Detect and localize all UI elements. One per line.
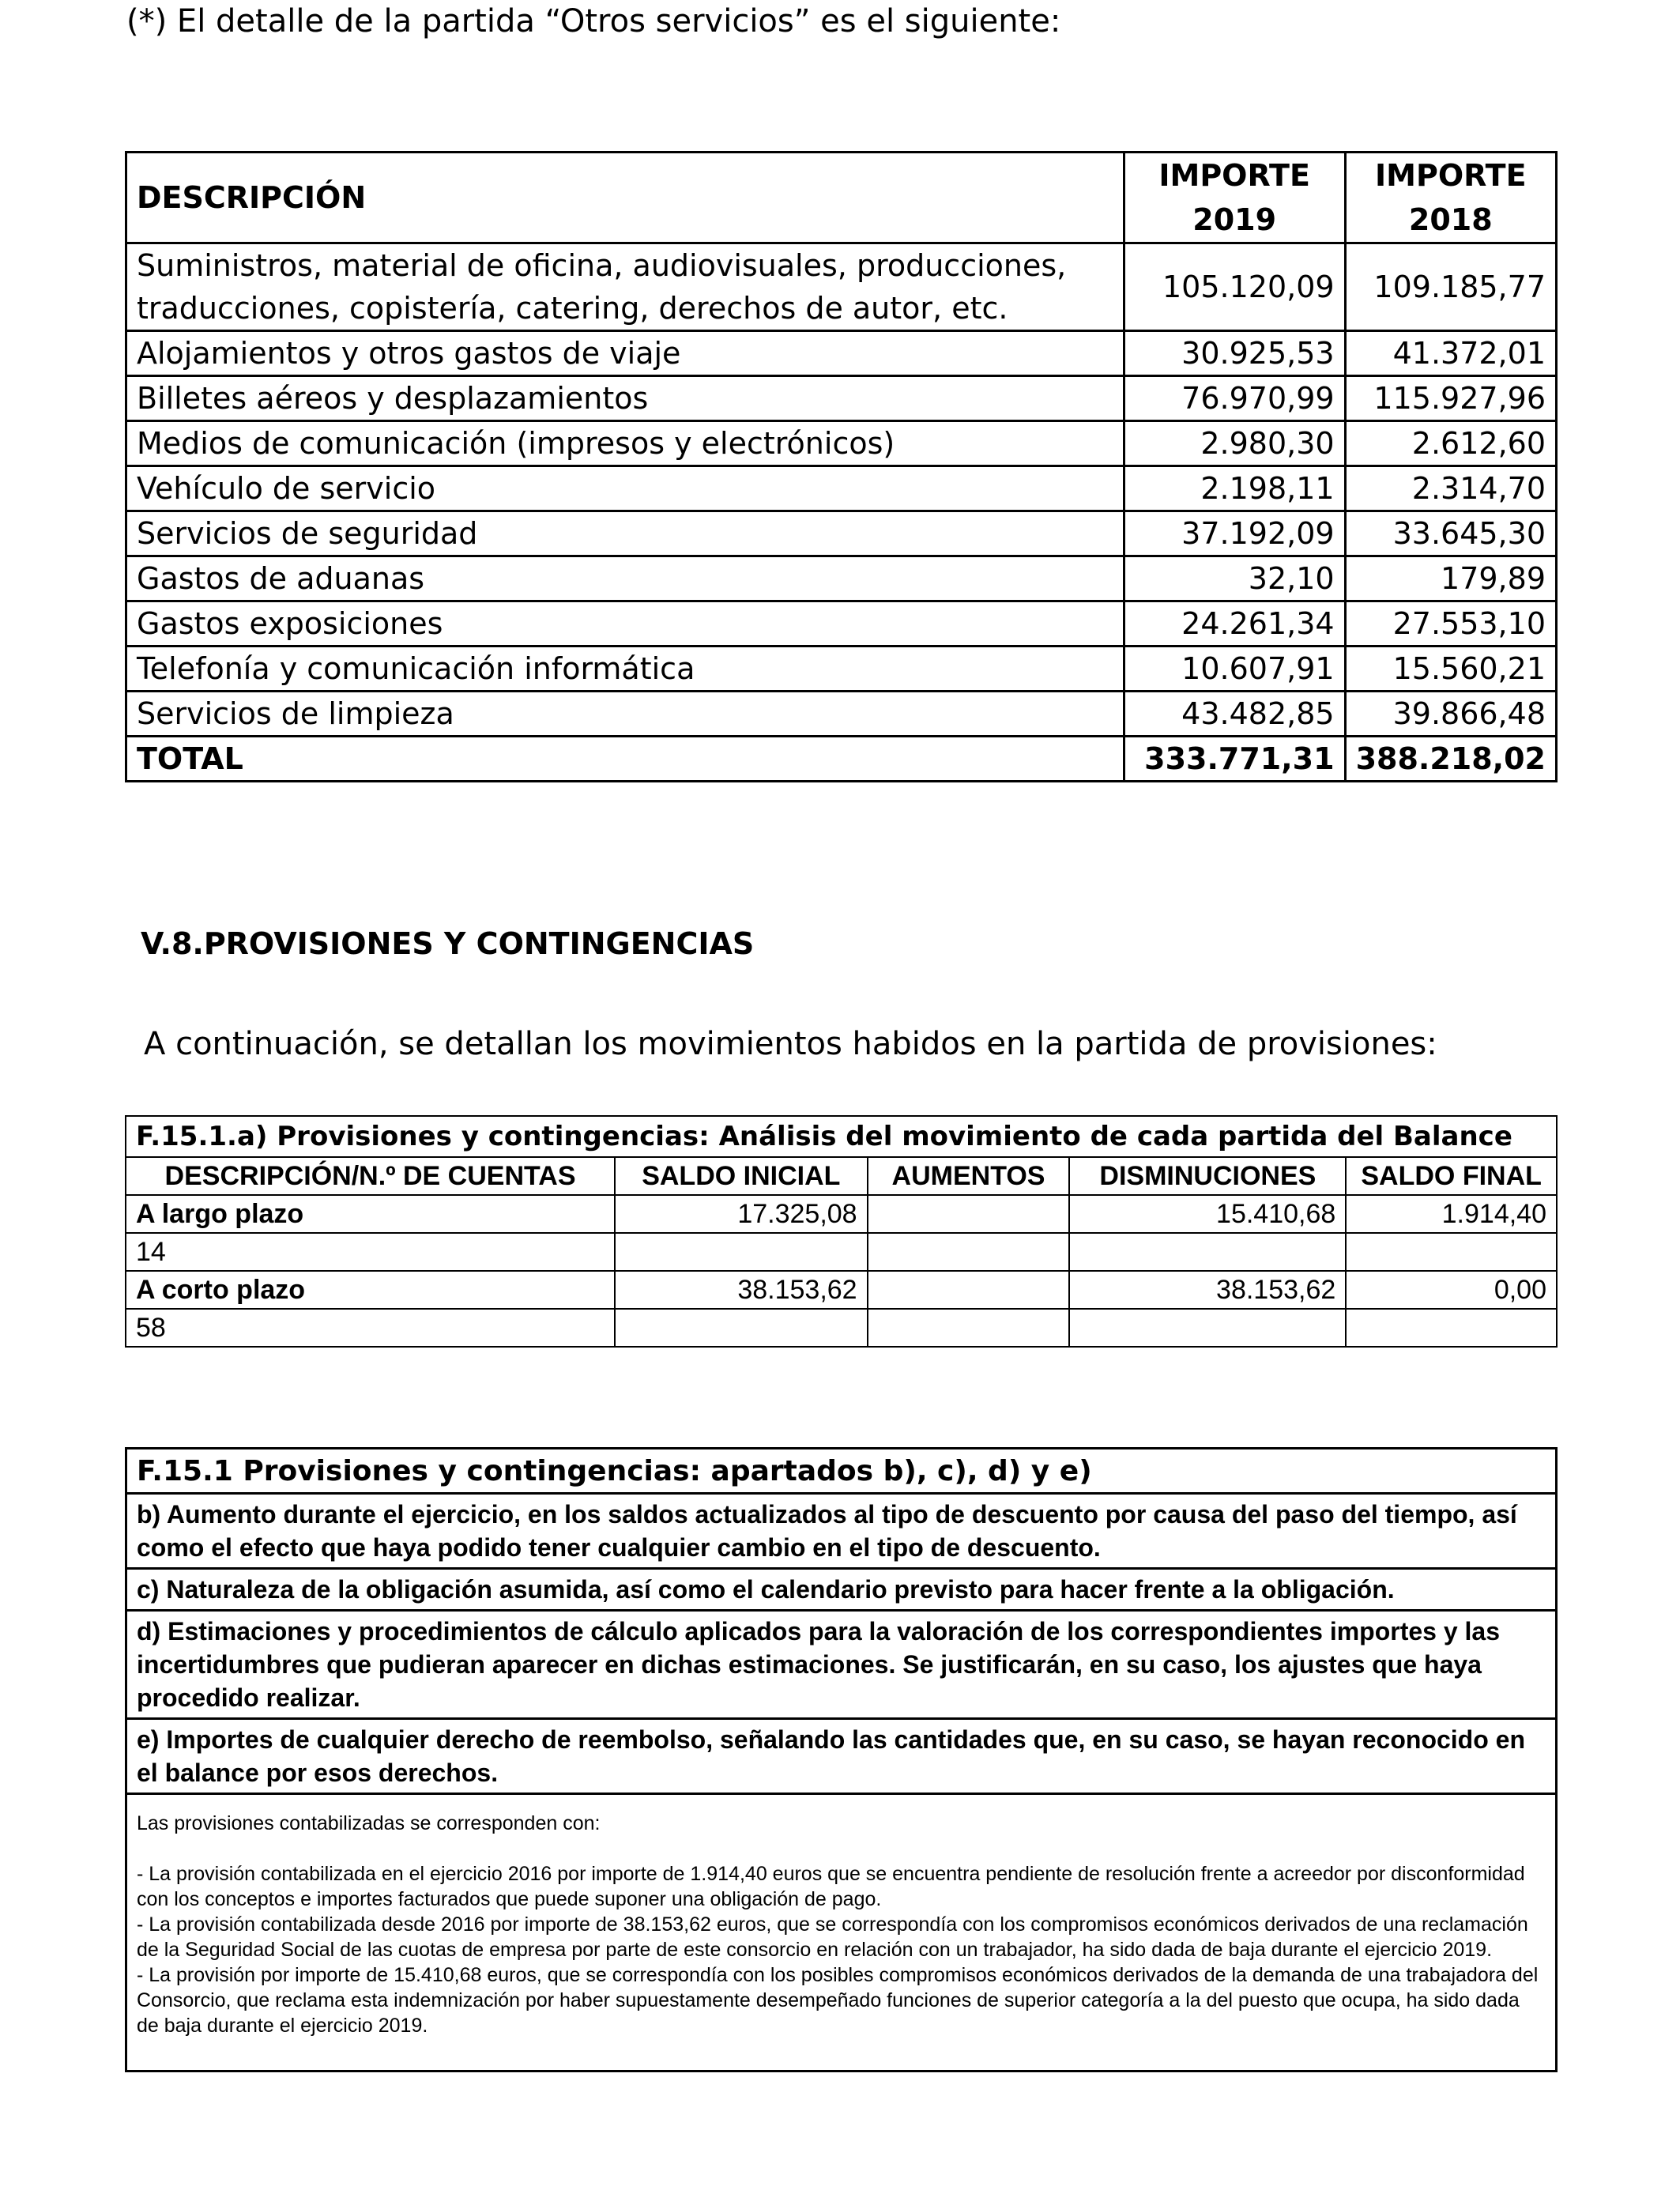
row-2019: 24.261,34 <box>1124 601 1345 647</box>
apartado-e: e) Importes de cualquier derecho de reembolso, señalando las cantidades que, en su caso, se hayan reconocido en el balance por esos derechos. <box>126 1719 1557 1794</box>
row-desc: Alojamientos y otros gastos de viaje <box>126 331 1124 376</box>
row-saldo-inicial <box>615 1233 868 1271</box>
row-aumentos <box>868 1271 1070 1309</box>
row-2018: 115.927,96 <box>1345 376 1556 421</box>
row-desc: 14 <box>126 1233 615 1271</box>
row-2019: 32,10 <box>1124 556 1345 601</box>
total-2019: 333.771,31 <box>1124 737 1345 782</box>
table-row <box>126 1309 1557 1347</box>
table-header-row <box>126 1157 1557 1195</box>
row-saldo-final: 0,00 <box>1346 1271 1557 1309</box>
row-2019: 76.970,99 <box>1124 376 1345 421</box>
table-row <box>126 243 1557 331</box>
notes-cell <box>126 1794 1557 2071</box>
apartado-c: c) Naturaleza de la obligación asumida, así como el calendario previsto para hacer frente a la obligación. <box>126 1569 1557 1611</box>
notes-row <box>126 1794 1557 2071</box>
header-importe-2019: IMPORTE 2019 <box>1124 153 1345 243</box>
row-2019: 37.192,09 <box>1124 511 1345 556</box>
header-disminuciones: DISMINUCIONES <box>1069 1157 1346 1195</box>
apartado-d: d) Estimaciones y procedimientos de cálculo aplicados para la valoración de los correspondientes importes y las incertidumbres que pudieran aparecer en dichas estimaciones. Se justificarán, en su caso, los ajustes que haya procedido realizar. <box>126 1611 1557 1719</box>
note-item: - La provisión contabilizada desde 2016 por importe de 38.153,62 euros, que se correspondía con los compromisos económicos derivados de una reclamación de la Seguridad Social de las cuotas de empresa por parte de este consorcio en relación con un trabajador, ha sido dada de baja durante el ejercicio 2019. <box>137 1913 1528 1961</box>
table-caption-row <box>126 1116 1557 1157</box>
row-disminuciones: 38.153,62 <box>1069 1271 1346 1309</box>
otros-servicios-table <box>125 151 1558 782</box>
row-desc: Billetes aéreos y desplazamientos <box>126 376 1124 421</box>
table-caption: F.15.1.a) Provisiones y contingencias: Análisis del movimiento de cada partida del Balance <box>126 1116 1557 1157</box>
row-2018: 15.560,21 <box>1345 647 1556 692</box>
row-desc: Medios de comunicación (impresos y electrónicos) <box>126 421 1124 466</box>
row-saldo-inicial: 38.153,62 <box>615 1271 868 1309</box>
apartado-b-row <box>126 1494 1557 1569</box>
apartado-e-row <box>126 1719 1557 1794</box>
total-label: TOTAL <box>126 737 1124 782</box>
table-header-row <box>126 153 1557 243</box>
row-2019: 2.198,11 <box>1124 466 1345 511</box>
row-disminuciones: 15.410,68 <box>1069 1195 1346 1233</box>
row-2018: 41.372,01 <box>1345 331 1556 376</box>
row-desc: Servicios de seguridad <box>126 511 1124 556</box>
apartado-c-row <box>126 1569 1557 1611</box>
header-descripcion: DESCRIPCIÓN <box>126 153 1124 243</box>
note-item: - La provisión por importe de 15.410,68 euros, que se correspondía con los posibles compromisos económicos derivados de la demanda de una trabajadora del Consorcio, que reclama esta indemnización por haber supuestamente desempeñado funciones de superior categoría a la del puesto que ocupa, ha sido dada de baja durante el ejercicio 2019. <box>137 1964 1539 2037</box>
table-row <box>126 1271 1557 1309</box>
header-descripcion: DESCRIPCIÓN/N.º DE CUENTAS <box>126 1157 615 1195</box>
row-2019: 30.925,53 <box>1124 331 1345 376</box>
row-aumentos <box>868 1195 1070 1233</box>
row-aumentos <box>868 1233 1070 1271</box>
table-row <box>126 511 1557 556</box>
table-row <box>126 376 1557 421</box>
row-2019: 2.980,30 <box>1124 421 1345 466</box>
total-2018: 388.218,02 <box>1345 737 1556 782</box>
row-2019: 10.607,91 <box>1124 647 1345 692</box>
row-2018: 179,89 <box>1345 556 1556 601</box>
row-disminuciones <box>1069 1233 1346 1271</box>
row-saldo-final <box>1346 1309 1557 1347</box>
row-saldo-final: 1.914,40 <box>1346 1195 1557 1233</box>
total-row <box>126 737 1557 782</box>
table-row <box>126 556 1557 601</box>
section-title: V.8.PROVISIONES Y CONTINGENCIAS <box>141 926 755 961</box>
row-desc: Vehículo de servicio <box>126 466 1124 511</box>
row-2018: 39.866,48 <box>1345 692 1556 737</box>
section-intro: A continuación, se detallan los movimientos habidos en la partida de provisiones: <box>144 1026 1437 1062</box>
table-row <box>126 692 1557 737</box>
table-row <box>126 331 1557 376</box>
table-row <box>126 1195 1557 1233</box>
row-2018: 33.645,30 <box>1345 511 1556 556</box>
row-desc: Telefonía y comunicación informática <box>126 647 1124 692</box>
row-disminuciones <box>1069 1309 1346 1347</box>
row-aumentos <box>868 1309 1070 1347</box>
row-desc: A corto plazo <box>126 1271 615 1309</box>
row-2018: 2.612,60 <box>1345 421 1556 466</box>
notes-spacer <box>137 1836 1546 1861</box>
row-saldo-inicial <box>615 1309 868 1347</box>
provisiones-apartados-table <box>125 1447 1558 2072</box>
row-saldo-inicial: 17.325,08 <box>615 1195 868 1233</box>
row-2018: 2.314,70 <box>1345 466 1556 511</box>
row-desc: Suministros, material de oficina, audiovisuales, producciones, traducciones, copistería, catering, derechos de autor, etc. <box>126 243 1124 331</box>
row-2019: 43.482,85 <box>1124 692 1345 737</box>
header-importe-2018: IMPORTE 2018 <box>1345 153 1556 243</box>
table-row <box>126 1233 1557 1271</box>
row-2019: 105.120,09 <box>1124 243 1345 331</box>
apartado-b: b) Aumento durante el ejercicio, en los saldos actualizados al tipo de descuento por causa del paso del tiempo, así como el efecto que haya podido tener cualquier cambio en el tipo de descuento. <box>126 1494 1557 1569</box>
table-caption: F.15.1 Provisiones y contingencias: apartados b), c), d) y e) <box>126 1449 1557 1494</box>
row-desc: Gastos de aduanas <box>126 556 1124 601</box>
row-desc: 58 <box>126 1309 615 1347</box>
apartado-d-row <box>126 1611 1557 1719</box>
row-desc: A largo plazo <box>126 1195 615 1233</box>
table-row <box>126 647 1557 692</box>
notes-lead: Las provisiones contabilizadas se corresponden con: <box>137 1812 601 1834</box>
intro-text: (*) El detalle de la partida “Otros servicios” es el siguiente: <box>126 3 1061 40</box>
note-item: - La provisión contabilizada en el ejercicio 2016 por importe de 1.914,40 euros que se encuentra pendiente de resolución frente a acreedor por disconformidad con los conceptos e importes facturados que puede suponer una obligación de pago. <box>137 1863 1525 1910</box>
row-2018: 27.553,10 <box>1345 601 1556 647</box>
header-saldo-final: SALDO FINAL <box>1346 1157 1557 1195</box>
table-row <box>126 421 1557 466</box>
row-desc: Gastos exposiciones <box>126 601 1124 647</box>
header-aumentos: AUMENTOS <box>868 1157 1070 1195</box>
table-row <box>126 466 1557 511</box>
table-caption-row <box>126 1449 1557 1494</box>
row-desc: Servicios de limpieza <box>126 692 1124 737</box>
row-2018: 109.185,77 <box>1345 243 1556 331</box>
provisiones-movimiento-table <box>125 1115 1558 1348</box>
row-saldo-final <box>1346 1233 1557 1271</box>
table-row <box>126 601 1557 647</box>
header-saldo-inicial: SALDO INICIAL <box>615 1157 868 1195</box>
